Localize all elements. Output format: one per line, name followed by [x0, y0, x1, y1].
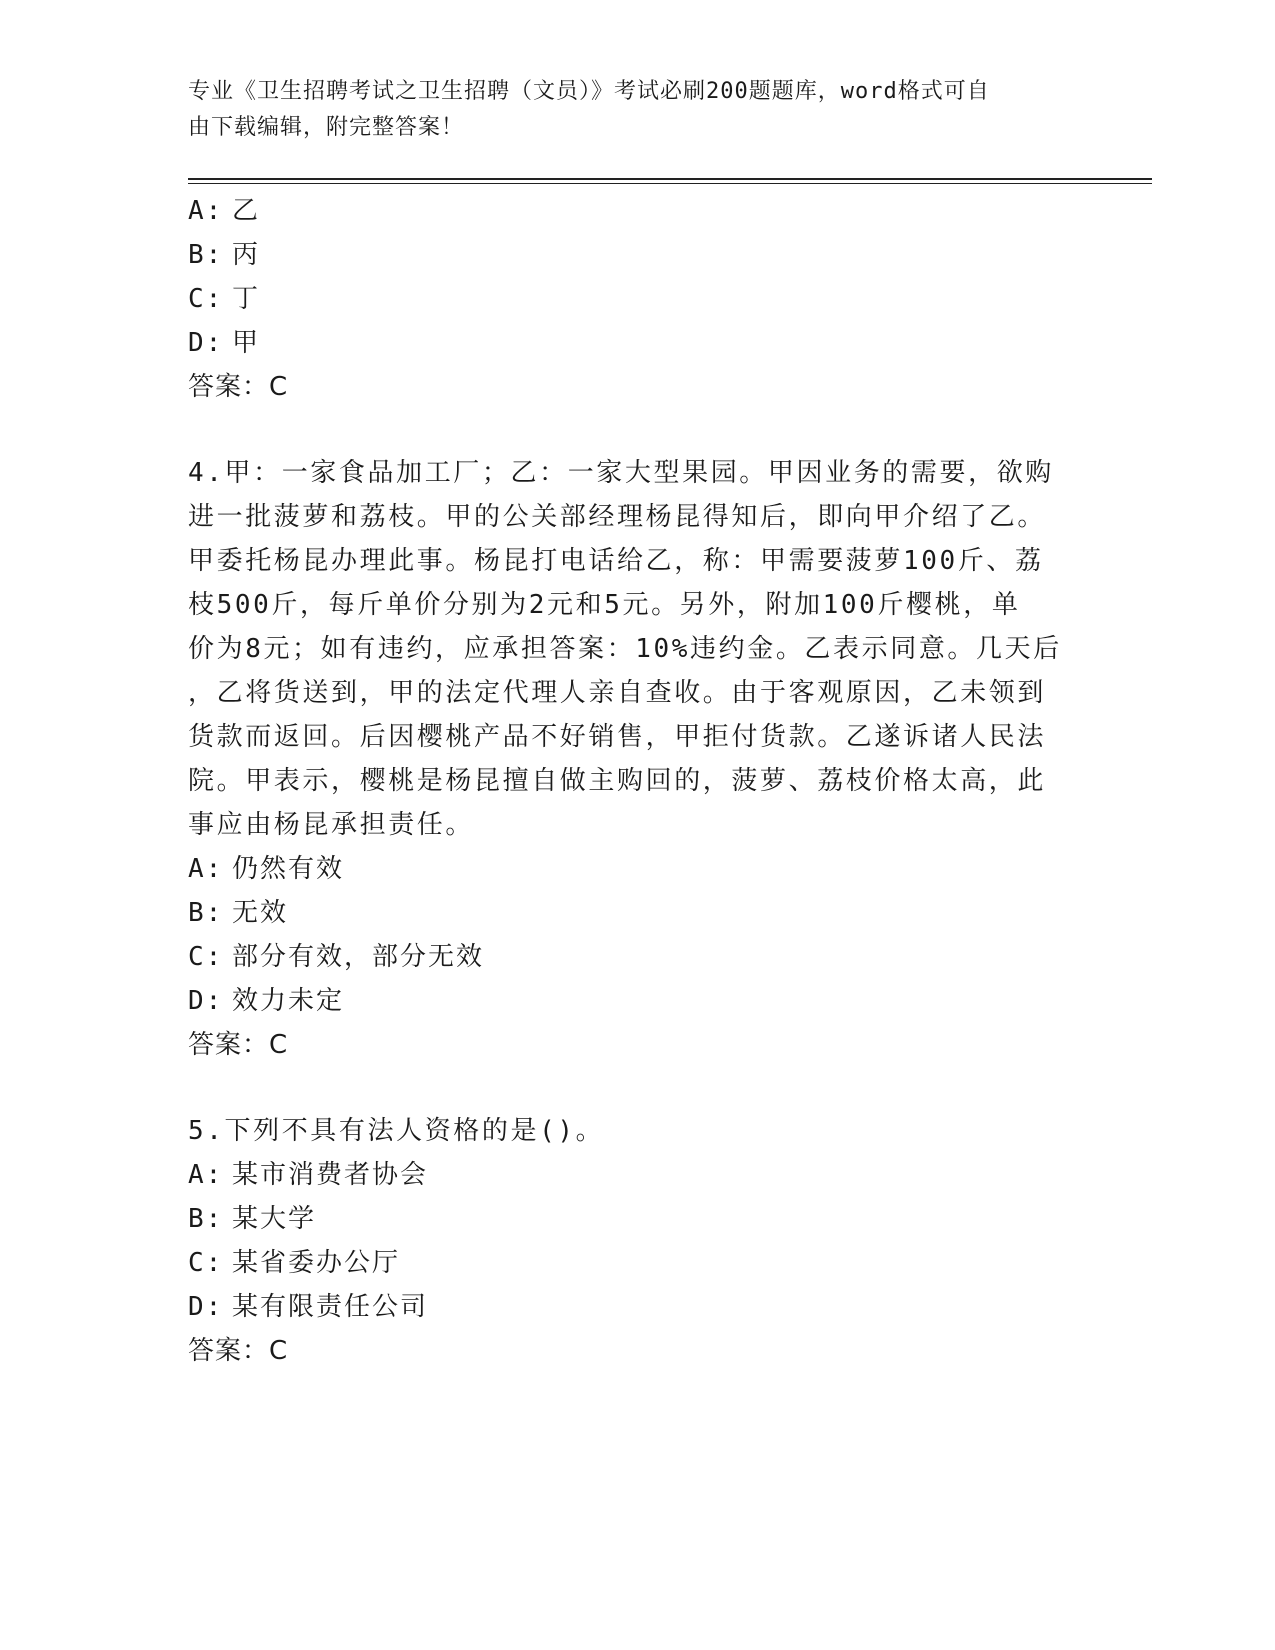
option-item: [188, 1202, 316, 1236]
option-text: 甲: [232, 328, 261, 358]
option-text: 丙: [232, 240, 261, 270]
option-text: 效力未定: [232, 986, 345, 1016]
option-letter: B:: [188, 1204, 224, 1234]
option-item: [188, 282, 260, 316]
option-item: [188, 1158, 428, 1192]
option-text: 某省委办公厅: [232, 1248, 401, 1278]
option-letter: A:: [188, 1160, 224, 1190]
option-text: 部分有效，部分无效: [232, 942, 485, 972]
question-line: 货款而返回。后因樱桃产品不好销售，甲拒付货款。乙遂诉诸人民法: [188, 722, 1047, 752]
option-item: [188, 1290, 428, 1324]
header-divider-thick: [188, 178, 1152, 180]
option-letter: D:: [188, 986, 224, 1016]
option-item: [188, 238, 260, 272]
page-header: [188, 74, 1068, 146]
option-item: [188, 194, 260, 228]
option-letter: B:: [188, 240, 224, 270]
question-line: 院。甲表示，樱桃是杨昆擅自做主购回的，菠萝、荔枝价格太高，此: [188, 766, 1047, 796]
option-item: [188, 984, 344, 1018]
option-letter: A:: [188, 854, 224, 884]
question-line: 价为8元；如有违约，应承担答案：10%违约金。乙表示同意。几天后: [188, 634, 1062, 664]
question-line: ，乙将货送到，甲的法定代理人亲自查收。由于客观原因，乙未领到: [188, 678, 1047, 708]
option-item: [188, 1246, 400, 1280]
question-line: 甲委托杨昆办理此事。杨昆打电话给乙，称：甲需要菠萝100斤、荔: [188, 546, 1044, 576]
option-item: [188, 326, 260, 360]
header-title-line-2: 由下载编辑，附完整答案！: [188, 115, 465, 140]
option-letter: B:: [188, 898, 224, 928]
option-text: 某有限责任公司: [232, 1292, 429, 1322]
option-letter: C:: [188, 284, 224, 314]
option-text: 仍然有效: [232, 854, 345, 884]
option-text: 丁: [232, 284, 261, 314]
question-line: 进一批菠萝和荔枝。甲的公关部经理杨昆得知后，即向甲介绍了乙。: [188, 502, 1047, 532]
header-title-line-1: 专业《卫生招聘考试之卫生招聘（文员）》考试必刷200题题库，word格式可自: [188, 79, 990, 104]
option-letter: A:: [188, 196, 224, 226]
option-item: [188, 940, 484, 974]
option-letter: D:: [188, 328, 224, 358]
question-line: 4.甲：一家食品加工厂；乙：一家大型果园。甲因业务的需要，欲购: [188, 458, 1054, 488]
question-line: 5.下列不具有法人资格的是()。: [188, 1116, 605, 1146]
question-line: 事应由杨昆承担责任。: [188, 810, 475, 840]
option-text: 某大学: [232, 1204, 317, 1234]
option-text: 乙: [232, 196, 261, 226]
question-line: 枝500斤，每斤单价分别为2元和5元。另外，附加100斤樱桃，单: [188, 590, 1021, 620]
answer-line: 答案：C: [188, 1030, 289, 1060]
option-letter: C:: [188, 942, 224, 972]
option-letter: D:: [188, 1292, 224, 1322]
answer-line: 答案：C: [188, 372, 289, 402]
option-text: 无效: [232, 898, 289, 928]
answer-line: 答案：C: [188, 1336, 289, 1366]
option-letter: C:: [188, 1248, 224, 1278]
option-item: [188, 852, 344, 886]
header-divider-thin: [188, 183, 1152, 184]
option-item: [188, 896, 288, 930]
option-text: 某市消费者协会: [232, 1160, 429, 1190]
